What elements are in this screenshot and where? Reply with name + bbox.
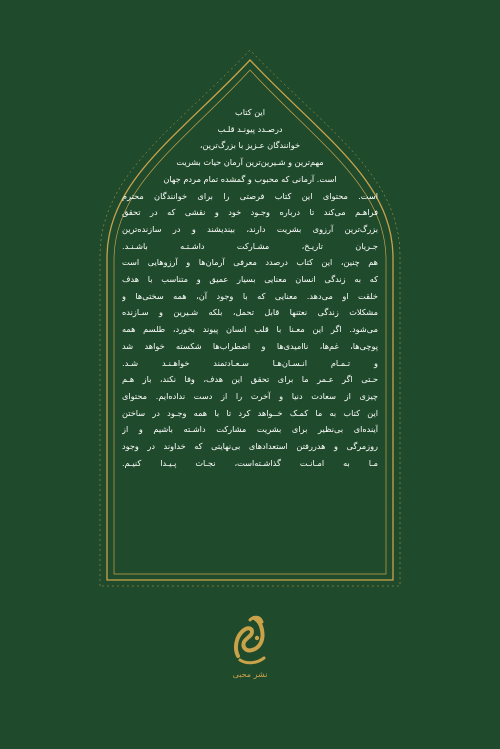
calligraphic-mohebbi-logo-icon <box>230 612 270 668</box>
blurb-line: مـا به امـانـت گذاشـته‌است، نجـات پـیـدا کنیـم. <box>122 457 378 468</box>
blurb-line: مشکلات زندگی نعتنها قابل تحمل، بلکه شـیرین و سـازنده <box>122 307 378 318</box>
publisher-logo <box>220 612 280 692</box>
blurb-line: است. آرمانی که محبوب و گمشده تمام مردم جهان <box>163 173 337 184</box>
blurb-line: و تـمـام انـسـان‌هـا سـعـادتمند خواهـنـد شـد. <box>122 357 378 368</box>
blurb-line: این کتاب <box>235 107 265 117</box>
blurb-line: درصـدد پیونـد قلـب <box>217 123 283 134</box>
blurb-line: روزمرگی و هدررفتن استعدادهای بی‌نهایتی که خداوند در وجود <box>122 441 378 452</box>
blurb-text <box>122 104 378 471</box>
blurb-line: چیزی از سعادت دنیا و آخرت را از دست نداده‌ایم. محتوای <box>122 390 378 401</box>
blurb-line: خوانندگان عـزیز با بزرگ‌ترین، <box>199 140 301 151</box>
blurb-line: حـتی اگر عـمر ما برای تحقق این هدف، وفا نکند، باز هـم <box>122 374 378 385</box>
blurb-line: است. محتوای این کتاب فرصتی را برای خوانندگان محترم <box>122 190 378 201</box>
blurb-line: مهم‌ترین و شـیرین‌ترین آرمان حیات بشریت <box>176 157 324 168</box>
blurb-line: آینده‌ای بی‌نظیر برای بشریت مشارکت داشـته باشیم و از <box>122 424 378 435</box>
blurb-line: جـریان تاریـخ، مشـارکت داشـتـه باشـنـد. <box>122 240 378 251</box>
blurb-line: فراهـم می‌کند تا درباره وجـود خود و نقشی که در تحقق <box>122 207 378 218</box>
publisher-name: نشر محبی <box>232 670 268 679</box>
blurb-line: که به زندگی انسان معنایی بسیار عمیق و متناسب با هدف <box>122 274 378 285</box>
blurb-line: بزرگ‌ترین آرزوی بشریت دارند، بیندیشند و در سازنده‌ترین <box>122 223 378 234</box>
blurb-line: هم چنین، این کتاب درصدد معرفی آرمان‌ها و آرزوهایی است <box>122 257 378 268</box>
blurb-line: خلقت او می‌دهد. معنایی که با وجود آن، همه سختی‌ها و <box>122 290 378 301</box>
blurb-line: این کتاب به ما کمـک خــواهد کرد تا با همه وجـود در ساختن <box>122 407 378 418</box>
blurb-line: می‌شود. اگر این معـنا با قلب انسان پیوند بخورد، طلسم همه <box>122 324 378 335</box>
blurb-line: پوچی‌ها، غم‌ها، ناامیدی‌ها و اضطراب‌ها شکسته خواهد شد <box>122 340 378 351</box>
